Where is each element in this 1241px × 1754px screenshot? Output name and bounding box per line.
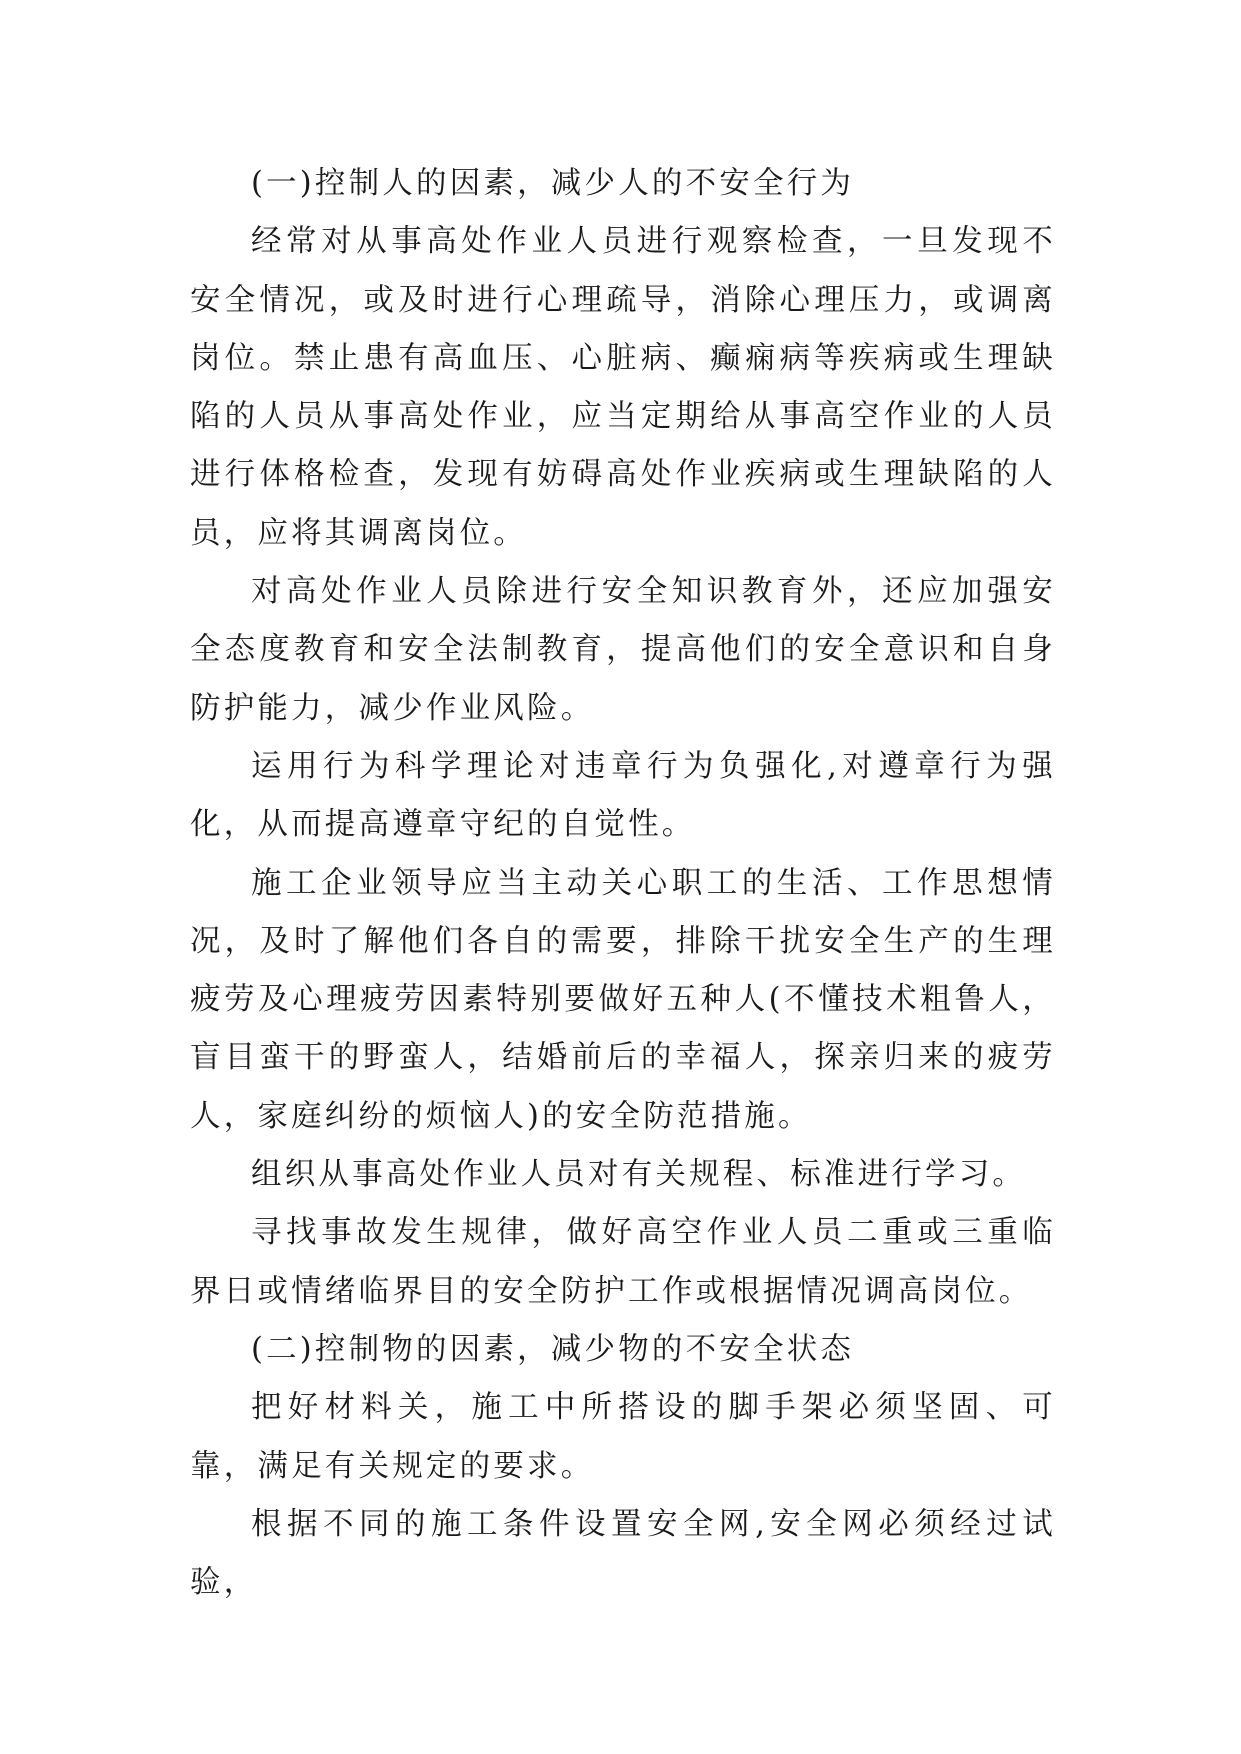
body-paragraph: 对高处作业人员除进行安全知识教育外，还应加强安全态度教育和安全法制教育，提高他们的安全意识和自身防护能力，减少作业风险。 bbox=[190, 574, 1056, 726]
body-paragraph: 组织从事高处作业人员对有关规程、标准进行学习。 bbox=[251, 1157, 1027, 1193]
body-paragraph: 运用行为科学理论对违章行为负强化,对遵章行为强化，从而提高遵章守纪的自觉性。 bbox=[190, 748, 1056, 843]
section-heading-1: (一)控制人的因素，减少人的不安全行为 bbox=[251, 166, 855, 201]
body-paragraph: 经常对从事高处作业人员进行观察检查，一旦发现不安全情况，或及时进行心理疏导，消除心理压力，或调离岗位。禁止患有高血压、心脏病、癫痫病等疾病或生理缺陷的人员从事高处作业，应当定期给从事高空作业的人员进行体格检查，发现有妨碍高处作业疾病或生理缺陷的人员，应将其调离岗位。 bbox=[190, 224, 1056, 551]
body-paragraph: 施工企业领导应当主动关心职工的生活、工作思想情况，及时了解他们各自的需要，排除干扰安全生产的生理疲劳及心理疲劳因素特别要做好五种人(不懂技术粗鲁人，盲目蛮干的野蛮人，结婚前后的幸福人，探亲归来的疲劳人，家庭纠纷的烦恼人)的安全防范措施。 bbox=[190, 865, 1056, 1134]
body-paragraph: 根据不同的施工条件设置安全网,安全网必须经过试验， bbox=[190, 1506, 1056, 1601]
document-body bbox=[190, 155, 1056, 1612]
body-paragraph: 寻找事故发生规律，做好高空作业人员二重或三重临界日或情绪临界目的安全防护工作或根据情况调高岗位。 bbox=[190, 1215, 1056, 1309]
body-paragraph: 把好材料关，施工中所搭设的脚手架必须坚固、可靠，满足有关规定的要求。 bbox=[190, 1390, 1056, 1484]
section-heading-2: (二)控制物的因素，减少物的不安全状态 bbox=[251, 1331, 855, 1367]
